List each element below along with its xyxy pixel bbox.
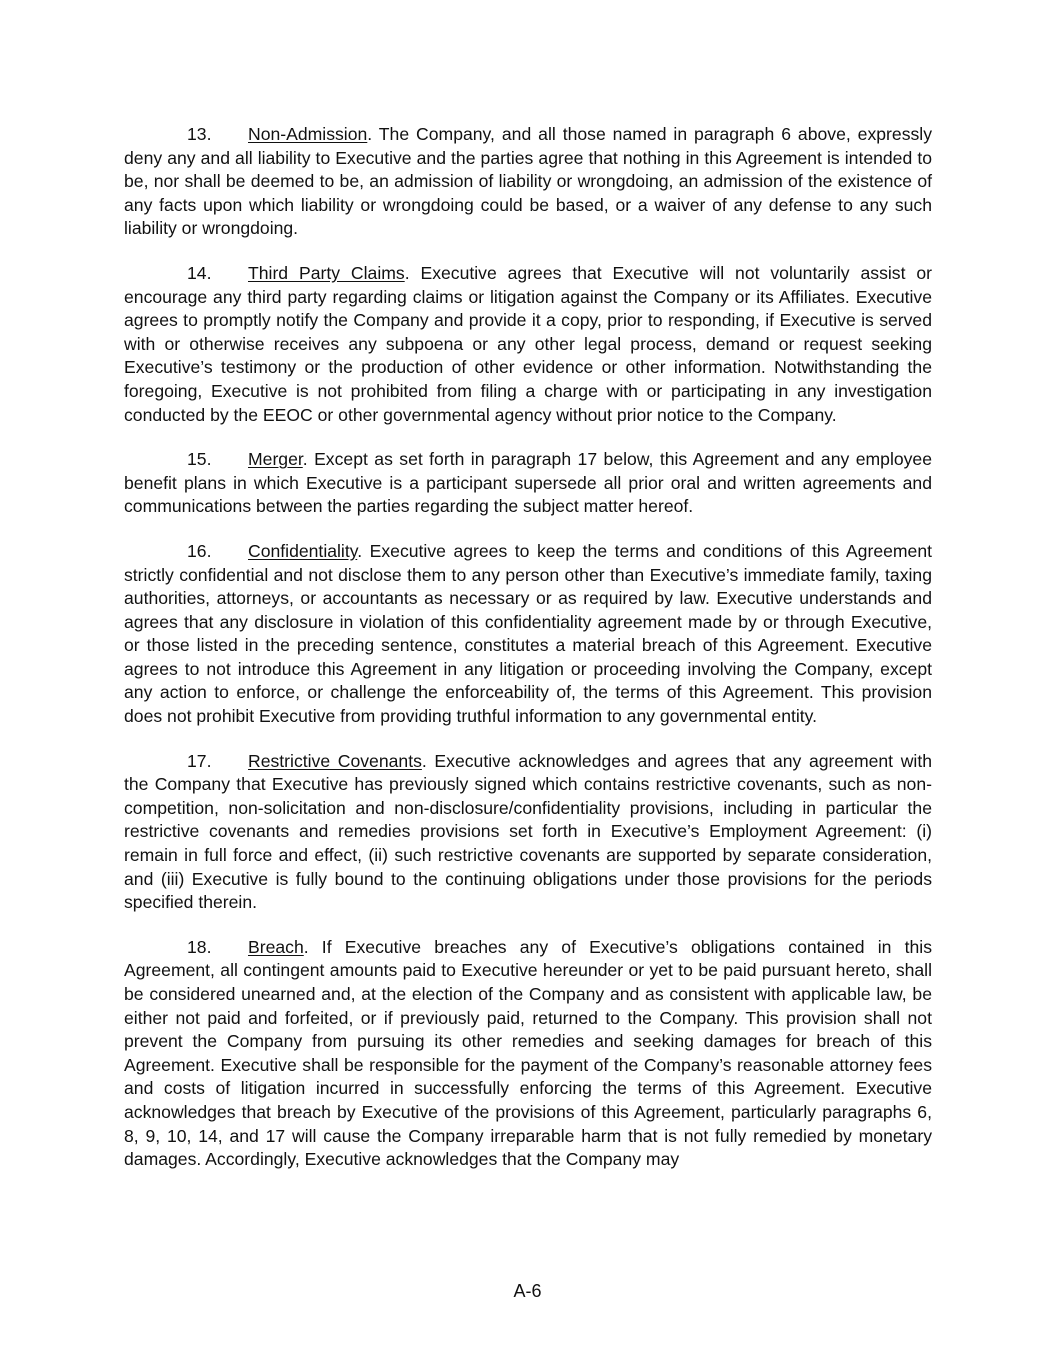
paragraph-number: 14. (187, 262, 212, 283)
paragraph-number: 16. (187, 540, 212, 561)
paragraph-heading: Merger (248, 449, 303, 470)
paragraph-text: . Executive acknowledges and agrees that any agreement with the Company that Executive has previously signed which contains restrictive covenants, such as non-competition, non-solicitation and non-disclosure/confidentiality provisions, including in particular the restrictive covenants and remedies provisions set forth in Executive’s Employment Agreement: (i) remain in full force and effect, (ii) such restrictive covenants are supported by separate consideration, and (iii) Executive is fully bound to the continuing obligations under those provisions for the periods specified therein. (124, 750, 933, 913)
page-number: A-6 (513, 1281, 542, 1301)
paragraph-16 (124, 540, 932, 729)
paragraph-17 (124, 750, 932, 915)
paragraph-number: 15. (187, 449, 212, 470)
paragraph-number: 18. (187, 936, 212, 957)
paragraph-heading: Third Party Claims (248, 262, 405, 283)
paragraph-text: . Except as set forth in paragraph 17 below, this Agreement and any employee benefit plans in which Executive is a participant supersede all prior oral and written agreements and communications between the parties regarding the subject matter hereof. (124, 449, 932, 517)
paragraph-text: . Executive agrees that Executive will not voluntarily assist or encourage any third party regarding claims or litigation against the Company or its Affiliates. Executive agrees to promptly notify the Company and provide it a copy, prior to responding, if Executive is served with or otherwise receives any subpoena or any other legal process, demand or request seeking Executive’s testimony or the production of other evidence or other information. Notwithstanding the foregoing, Executive is not prohibited from filing a charge with or participating in any investigation conducted by the EEOC or other governmental agency without prior notice to the Company. (124, 262, 932, 425)
paragraph-number: 17. (187, 750, 212, 771)
paragraph-heading: Restrictive Covenants (248, 750, 422, 771)
paragraph-13 (124, 123, 932, 241)
paragraph-heading: Non-Admission (248, 124, 368, 144)
paragraph-text: . If Executive breaches any of Executive’s obligations contained in this Agreement, all contingent amounts paid to Executive hereunder or yet to be paid pursuant hereto, shall be considered unearned and, at the election of the Company and as consistent with applicable law, be either not paid and forfeited, or if previously paid, returned to the Company. This provision shall not prevent the Company from pursuing its other remedies and seeking damages for breach of this Agreement. Executive shall be responsible for the payment of the Company’s reasonable attorney fees and costs of litigation incurred in successfully enforcing the terms of this Agreement. Executive acknowledges that breach by Executive of the provisions of this Agreement, particularly paragraphs 6, 8, 9, 10, 14, and 17 will cause the Company irreparable harm that is not fully remedied by monetary damages. Accordingly, Executive acknowledges that the Company may (124, 936, 932, 1170)
document-body (124, 123, 932, 1193)
paragraph-text: . Executive agrees to keep the terms and conditions of this Agreement strictly confidential and not disclose them to any person other than Executive’s immediate family, taxing authorities, attorneys, or accountants as necessary or as required by law. Executive understands and agrees that any disclosure in violation of this confidentiality agreement made by or through Executive, or those listed in the preceding sentence, constitutes a material breach of this Agreement. Executive agrees to not introduce this Agreement in any litigation or proceeding involving the Company, except any action to enforce, or challenge the enforceability of, the terms of this Agreement. This provision does not prohibit Executive from providing truthful information to any governmental entity. (124, 540, 932, 727)
paragraph-15 (124, 448, 932, 519)
paragraph-14 (124, 262, 932, 427)
paragraph-number: 13. (187, 124, 212, 144)
paragraph-heading: Breach (248, 936, 304, 957)
paragraph-text: . The Company, and all those named in paragraph 6 above, expressly deny any and all liability to Executive and the parties agree that nothing in this Agreement is intended to be, nor shall be deemed to be, an admission of liability or wrongdoing, an admission of the existence of any facts upon which liability or wrongdoing could be based, or a waiver of any defense to any such liability or wrongdoing. (124, 124, 932, 239)
paragraph-18 (124, 936, 932, 1172)
paragraph-heading: Confidentiality (248, 540, 358, 561)
